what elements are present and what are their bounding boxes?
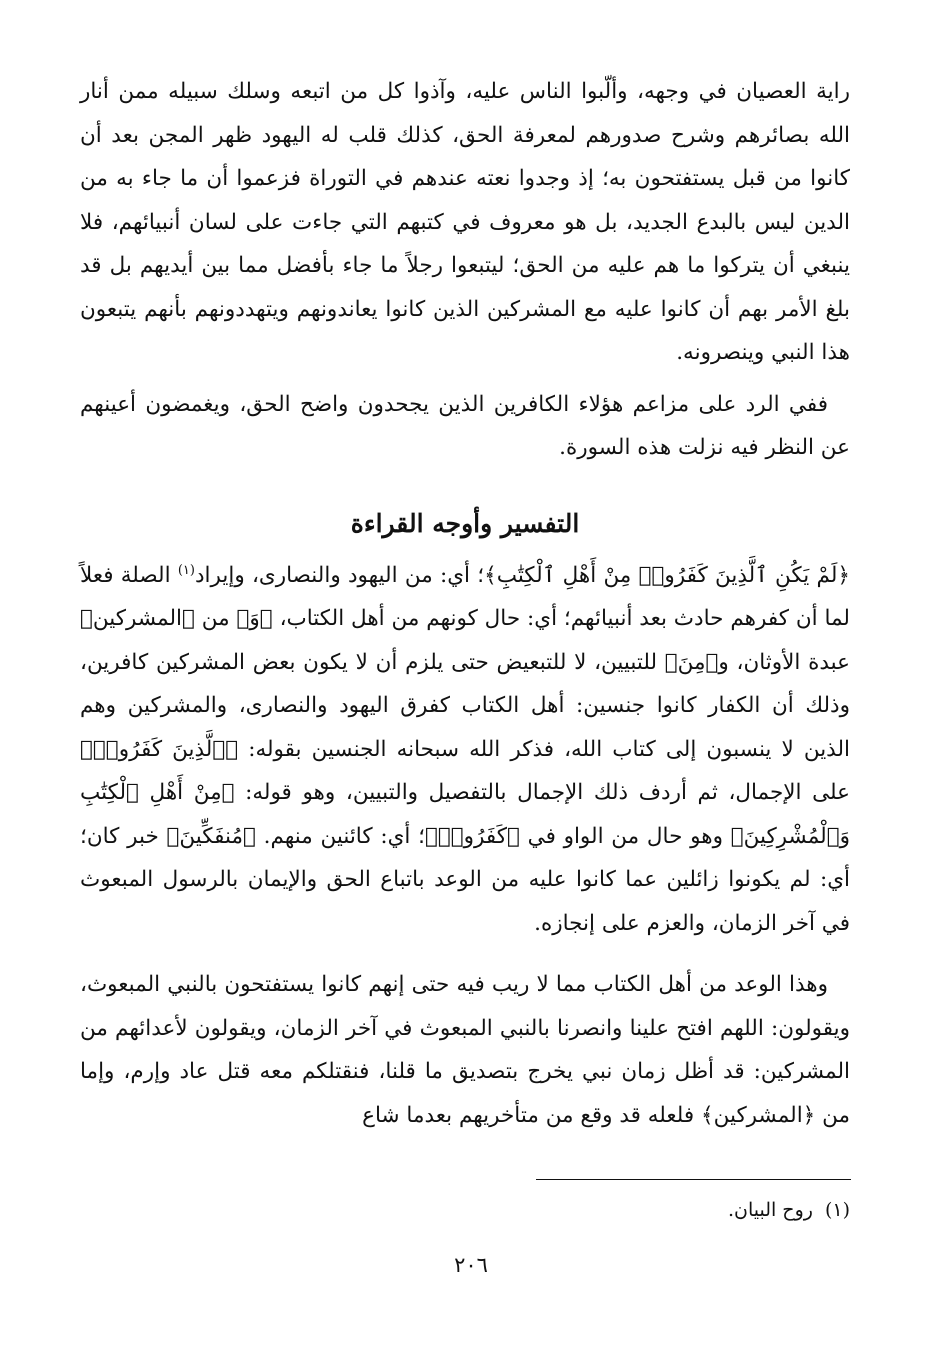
page-number: ٢٠٦ (454, 1253, 488, 1277)
paragraph: وهذا الوعد من أهل الكتاب مما لا ريب فيه حتى إنهم كانوا يستفتحون بالنبي المبعوث، ويقولون: اللهم افتح علينا وانصرنا بالنبي المبعوث في آخر الزمان، ويقولون لأعدائهم من المشركين: قد أظل زمان نبي يخرج بتصديق ما قلنا، فنقتلكم معه قتل عاد وإرم، وإما من ﴿المشركين﴾ فلعله قد وقع من متأخريهم بعدما شاع (80, 972, 850, 1128)
paragraph (80, 554, 850, 946)
paragraph: راية العصيان في وجهه، وألّبوا الناس عليه، وآذوا كل من اتبعه وسلك سبيله ممن أنار الله بصائرهم وشرح صدورهم لمعرفة الحق، كذلك قلب له اليهود ظهر المجن بعد أن كانوا من قبل يستفتحون به؛ إذ وجدوا نعته عندهم في التوراة فزعموا أن ما جاء به من الدين ليس بالبدع الجديد، بل هو معروف في كتبهم التي جاءت على لسان أنبيائهم، فلا ينبغي أن يتركوا ما هم عليه من الحق؛ ليتبعوا رجلاً ما جاء بأفضل مما بين أيديهم بل قد بلغ الأمر بهم أن كانوا عليه مع المشركين الذين كانوا يعاندونهم ويتهددونهم بأنهم يتبعون هذا النبي وينصرونه. (80, 79, 850, 365)
footnote (728, 1196, 850, 1224)
footnote-number: (١) (824, 1199, 850, 1221)
quran-verse-text: ﴿لَمْ يَكُنِ ٱلَّذِينَ كَفَرُوا۟ مِنْ أَهْلِ ٱلْكِتَٰبِ﴾؛ أي: من اليهود والنصارى، وإيراد (194, 562, 850, 588)
footnote-reference[interactable]: (١) (177, 562, 195, 578)
section-heading: التفسير وأوجه القراءة (350, 508, 580, 538)
paragraph-text: الصلة فعلاً لما أن كفرهم حادث بعد أنبيائهم؛ أي: حال كونهم من أهل الكتاب، ﴿وَ﴾ من ﴿المشركين﴾ عبدة الأوثان، و﴿مِنَ﴾ للتبيين، لا للتبعيض حتى يلزم أن لا يكون بعض المشركين كافرين، وذلك أن الكفار كانوا جنسين: أهل الكتاب كفرق اليهود والنصارى، والمشركين وهم الذين لا ينسبون إلى كتاب الله، فذكر الله سبحانه الجنسين بقوله: ﴿ٱلَّذِينَ كَفَرُوا۟﴾ على الإجمال، ثم أردف ذلك الإجمال بالتفصيل والتبيين، وهو قوله: ﴿مِنْ أَهْلِ ٱلْكِتَٰبِ وَٱلْمُشْرِكِينَ﴾ وهو حال من الواو في ﴿كَفَرُوا۟﴾؛ أي: كائنين منهم. ﴿مُنفَكِّينَ﴾ خبر كان؛ أي: لم يكونوا زائلين عما كانوا عليه من الوعد باتباع الحق والإيمان بالرسول المبعوث في آخر الزمان، والعزم على إنجازه. (80, 562, 850, 936)
footnote-divider (536, 1179, 851, 1180)
paragraph: ففي الرد على مزاعم هؤلاء الكافرين الذين يجحدون واضح الحق، ويغمضون أعينهم عن النظر فيه نزلت هذه السورة. (80, 391, 850, 460)
page-body (80, 70, 850, 1137)
footnote-text: روح البيان. (727, 1199, 813, 1221)
